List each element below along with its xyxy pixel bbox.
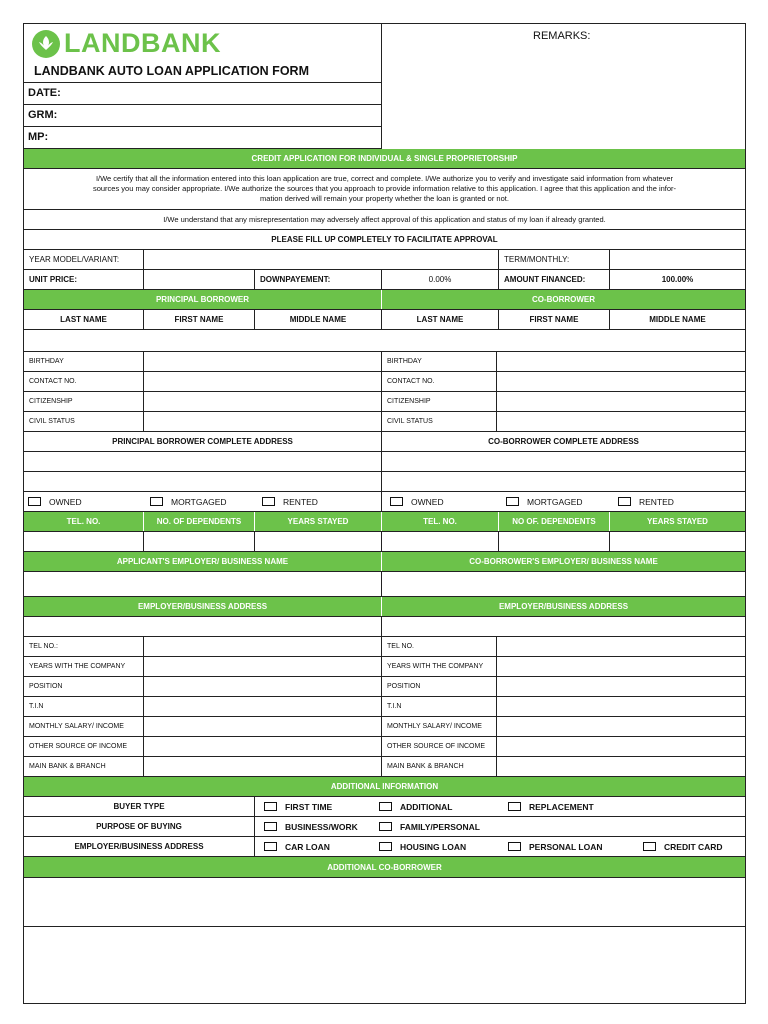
co-employer-field[interactable] (382, 572, 745, 596)
leaf-icon (32, 30, 60, 58)
principal-tin-field[interactable] (144, 697, 382, 716)
date-row[interactable] (24, 83, 382, 105)
unit-price-field[interactable] (144, 270, 255, 289)
principal-owned-checkbox[interactable]: OWNED (28, 492, 82, 511)
co-rented-checkbox[interactable]: RENTED (618, 492, 674, 511)
position-row: POSITION POSITION (24, 677, 745, 697)
name-headers: LAST NAME FIRST NAME MIDDLE NAME LAST NAME FIRST NAME MIDDLE NAME (24, 310, 745, 330)
existing-loans-row: EMPLOYER/BUSINESS ADDRESS CAR LOAN HOUSING LOAN PERSONAL LOAN CREDIT CARD (24, 837, 745, 857)
principal-dependents-field[interactable] (144, 532, 255, 551)
employer-address-fields (24, 617, 745, 637)
checkbox-icon (508, 802, 521, 811)
employer-address-headers: EMPLOYER/BUSINESS ADDRESS EMPLOYER/BUSINESS ADDRESS (24, 597, 745, 617)
co-salary-field[interactable] (497, 717, 745, 736)
checkbox-icon (150, 497, 163, 506)
downpayment-value[interactable]: 0.00% (382, 270, 499, 289)
co-other-income-field[interactable] (497, 737, 745, 756)
landbank-logo (32, 28, 221, 59)
principal-birthday-field[interactable] (144, 352, 382, 371)
checkbox-icon (506, 497, 519, 506)
borrower-headers (24, 290, 745, 310)
price-row (24, 270, 745, 290)
co-civil-status-field[interactable] (497, 412, 745, 431)
checkbox-icon (264, 822, 277, 831)
principal-employer-address-field[interactable] (24, 617, 382, 636)
form-title: LANDBANK AUTO LOAN APPLICATION FORM (34, 64, 309, 78)
residence-details-header: TEL. NO. NO. OF DEPENDENTS YEARS STAYED TEL. NO. NO OF. DEPENDENTS YEARS STAYED (24, 512, 745, 532)
mp-row[interactable] (24, 127, 382, 149)
fill-notice: PLEASE FILL UP COMPLETELY TO FACILITATE APPROVAL (24, 230, 745, 250)
year-model-row (24, 250, 745, 270)
checkbox-icon (379, 842, 392, 851)
residence-details-fields (24, 532, 745, 552)
co-citizenship-field[interactable] (497, 392, 745, 411)
housing-loan-checkbox[interactable]: HOUSING LOAN (379, 837, 466, 856)
co-years-stayed-field[interactable] (610, 532, 745, 551)
principal-borrower-title: PRINCIPAL BORROWER (24, 290, 382, 309)
principal-citizenship-field[interactable] (144, 392, 382, 411)
principal-contact-field[interactable] (144, 372, 382, 391)
mp-label: MP: (28, 131, 49, 143)
checkbox-icon (643, 842, 656, 851)
checkbox-icon (28, 497, 41, 506)
residence-type-row (24, 492, 745, 512)
co-tin-field[interactable] (497, 697, 745, 716)
date-label: DATE: (28, 87, 61, 99)
principal-employer-tel-field[interactable] (144, 637, 382, 656)
principal-position-field[interactable] (144, 677, 382, 696)
brand-header (24, 24, 382, 83)
checkbox-icon (379, 822, 392, 831)
downpayment-label: DOWNPAYEMENT: (255, 270, 382, 289)
year-model-field[interactable] (144, 250, 499, 269)
co-employer-tel-field[interactable] (497, 637, 745, 656)
co-borrower-title: CO-BORROWER (531, 295, 596, 304)
co-address-field-1[interactable] (382, 452, 745, 471)
buyer-type-row: BUYER TYPE FIRST TIME ADDITIONAL REPLACEMENT (24, 797, 745, 817)
family-personal-checkbox[interactable]: FAMILY/PERSONAL (379, 817, 480, 836)
year-model-label: YEAR MODEL/VARIANT: (24, 250, 144, 269)
certification-text: I/We certify that all the information entered into this loan application are true, correct and complete. I/We authorize you to verify and investigate said information from whatever sources you may consider appropriate. I/We authorize the sources that you approach to provide information relative to this application. I agree that this application and the infor- mation derived will remain your property whether the loan is granted or not. (24, 169, 745, 210)
purpose-row: PURPOSE OF BUYING BUSINESS/WORK FAMILY/PERSONAL (24, 817, 745, 837)
principal-civil-status-field[interactable] (144, 412, 382, 431)
other-income-row: OTHER SOURCE OF INCOME OTHER SOURCE OF INCOME (24, 737, 745, 757)
citizenship-row: CITIZENSHIP CITIZENSHIP (24, 392, 745, 412)
co-owned-checkbox[interactable]: OWNED (390, 492, 444, 511)
contact-row: CONTACT NO. CONTACT NO. (24, 372, 745, 392)
co-employer-address-field[interactable] (382, 617, 745, 636)
co-position-field[interactable] (497, 677, 745, 696)
checkbox-icon (264, 802, 277, 811)
principal-other-income-field[interactable] (144, 737, 382, 756)
checkbox-icon (262, 497, 275, 506)
employer-headers: APPLICANT'S EMPLOYER/ BUSINESS NAME CO-BORROWER'S EMPLOYER/ BUSINESS NAME (24, 552, 745, 572)
misrepresentation-text: I/We understand that any misrepresentation may adversely affect approval of this application and status of my loan if already granted. (24, 210, 745, 230)
loan-application-form (23, 23, 746, 1004)
checkbox-icon (508, 842, 521, 851)
co-address-field-2[interactable] (382, 472, 745, 491)
term-field[interactable] (610, 250, 745, 269)
address-line-2 (24, 472, 745, 492)
co-contact-field[interactable] (497, 372, 745, 391)
first-time-checkbox[interactable]: FIRST TIME (264, 797, 332, 816)
credit-card-checkbox[interactable]: CREDIT CARD (643, 837, 723, 856)
personal-loan-checkbox[interactable]: PERSONAL LOAN (508, 837, 603, 856)
additional-co-borrower-header: ADDITIONAL CO-BORROWER (24, 857, 745, 878)
principal-address-field-1[interactable] (24, 452, 382, 471)
principal-rented-checkbox[interactable]: RENTED (262, 492, 318, 511)
birthday-row: BIRTHDAY BIRTHDAY (24, 352, 745, 372)
remarks-label: REMARKS: (533, 30, 591, 42)
address-line-1 (24, 452, 745, 472)
unit-price-label: UNIT PRICE: (24, 270, 144, 289)
business-work-checkbox[interactable]: BUSINESS/WORK (264, 817, 358, 836)
name-fields-row[interactable] (24, 330, 745, 352)
address-headers: PRINCIPAL BORROWER COMPLETE ADDRESS CO-BORROWER COMPLETE ADDRESS (24, 432, 745, 452)
car-loan-checkbox[interactable]: CAR LOAN (264, 837, 330, 856)
co-main-bank-field[interactable] (497, 757, 745, 776)
principal-years-stayed-field[interactable] (255, 532, 382, 551)
salary-row: MONTHLY SALARY/ INCOME MONTHLY SALARY/ INCOME (24, 717, 745, 737)
checkbox-icon (379, 802, 392, 811)
additional-co-borrower-field[interactable] (24, 878, 745, 927)
co-birthday-field[interactable] (497, 352, 745, 371)
employer-tel-row: TEL NO.: TEL NO. (24, 637, 745, 657)
principal-main-bank-field[interactable] (144, 757, 382, 776)
co-tel-field[interactable] (382, 532, 499, 551)
credit-section-header: CREDIT APPLICATION FOR INDIVIDUAL & SINGLE PROPRIETORSHIP (24, 149, 745, 169)
civil-status-row: CIVIL STATUS CIVIL STATUS (24, 412, 745, 432)
main-bank-row: MAIN BANK & BRANCH MAIN BANK & BRANCH (24, 757, 745, 777)
principal-tel-field[interactable] (24, 532, 144, 551)
tin-row: T.I.N T.I.N (24, 697, 745, 717)
checkbox-icon (264, 842, 277, 851)
checkbox-icon (618, 497, 631, 506)
principal-salary-field[interactable] (144, 717, 382, 736)
additional-info-header: ADDITIONAL INFORMATION (24, 777, 745, 797)
principal-mortgaged-checkbox[interactable]: MORTGAGED (150, 492, 227, 511)
amount-financed-label: AMOUNT FINANCED: (499, 270, 610, 289)
additional-checkbox[interactable]: ADDITIONAL (379, 797, 452, 816)
grm-label: GRM: (28, 109, 58, 121)
replacement-checkbox[interactable]: REPLACEMENT (508, 797, 594, 816)
brand-name: LANDBANK (64, 28, 221, 58)
principal-years-company-field[interactable] (144, 657, 382, 676)
co-years-company-field[interactable] (497, 657, 745, 676)
principal-address-field-2[interactable] (24, 472, 382, 491)
grm-row[interactable] (24, 105, 382, 127)
employer-name-fields (24, 572, 745, 597)
remarks-box[interactable] (382, 24, 745, 149)
term-label: TERM/MONTHLY: (499, 250, 610, 269)
co-mortgaged-checkbox[interactable]: MORTGAGED (506, 492, 583, 511)
checkbox-icon (390, 497, 403, 506)
principal-employer-field[interactable] (24, 572, 382, 596)
years-company-row: YEARS WITH THE COMPANY YEARS WITH THE COMPANY (24, 657, 745, 677)
amount-financed-value[interactable]: 100.00% (661, 275, 694, 284)
co-dependents-field[interactable] (499, 532, 610, 551)
